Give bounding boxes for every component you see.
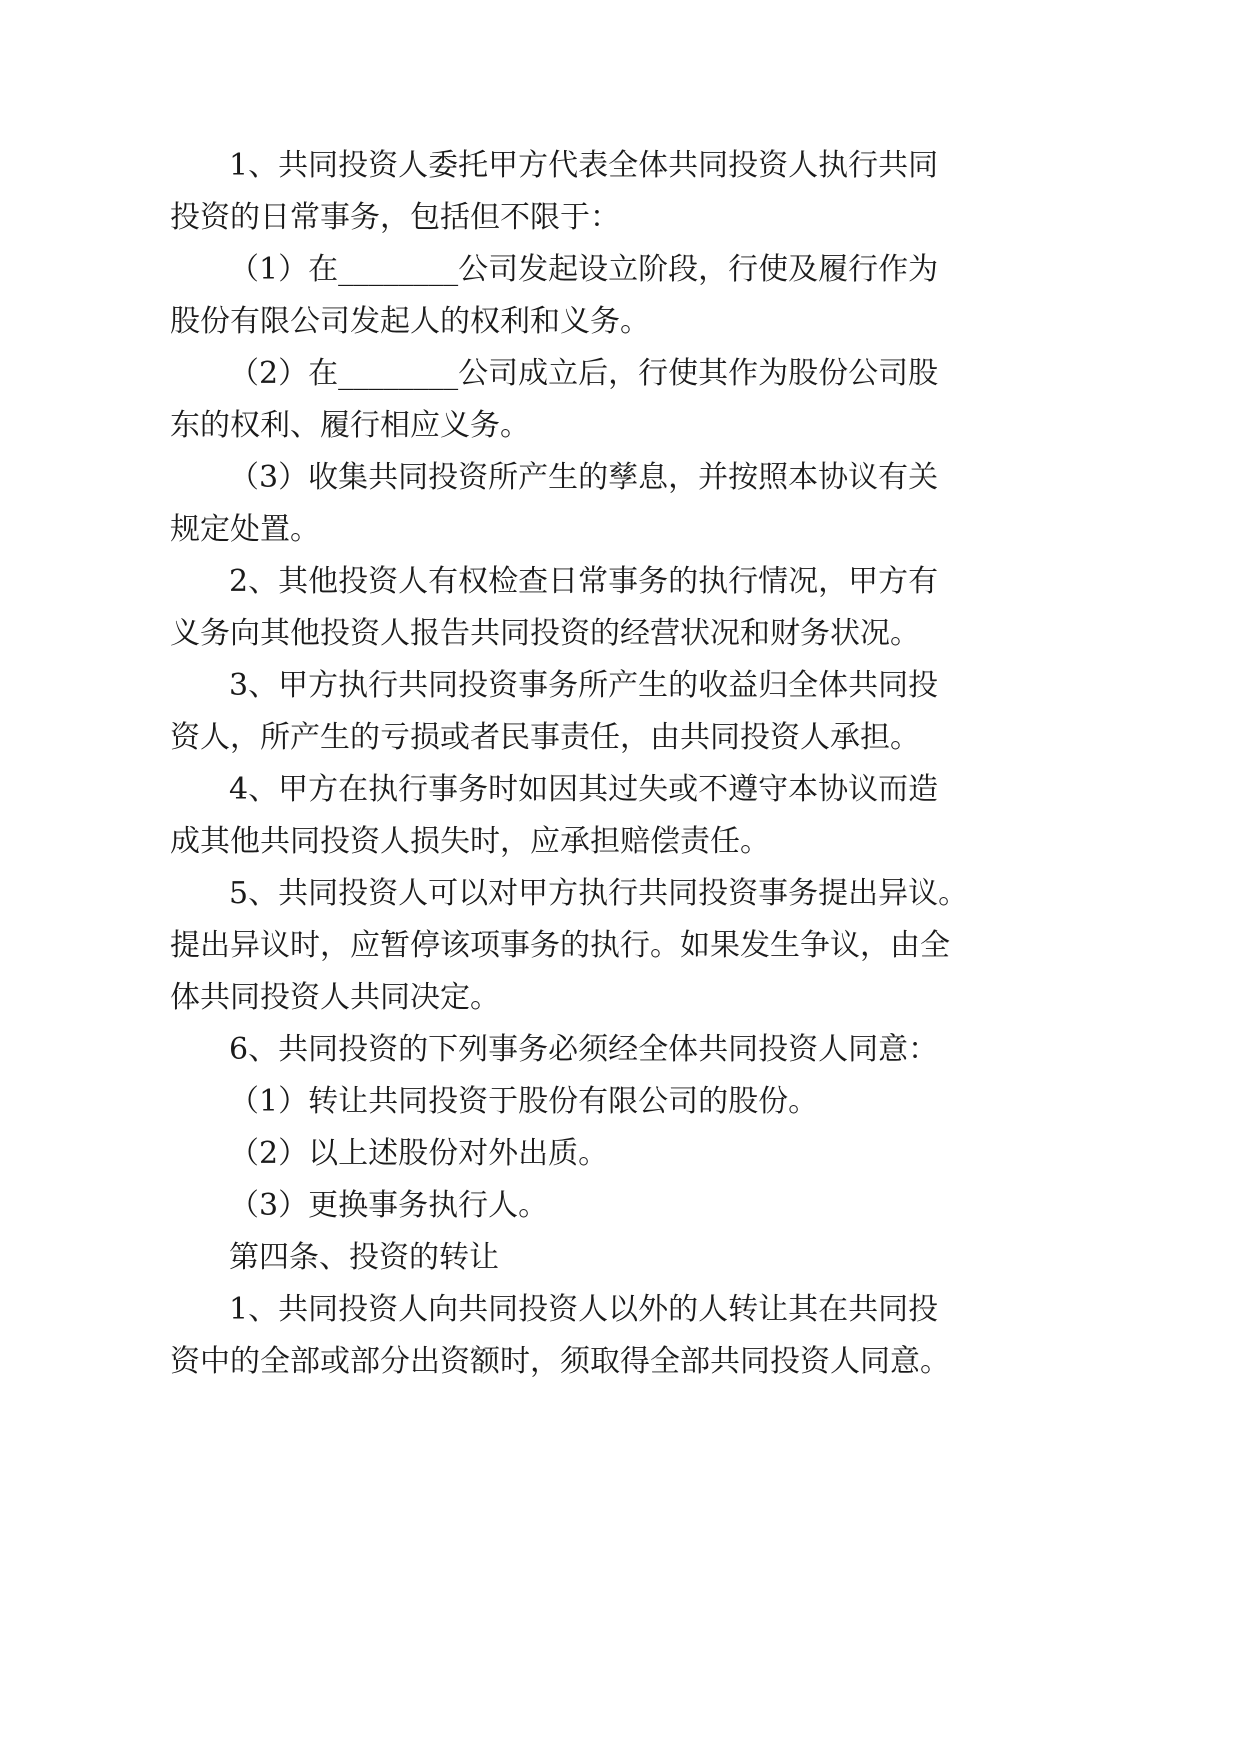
paragraph-line: 5、共同投资人可以对甲方执行共同投资事务提出异议。: [229, 876, 969, 911]
paragraph-line: 义务向其他投资人报告共同投资的经营状况和财务状况。: [170, 616, 920, 651]
paragraph-line: （3）收集共同投资所产生的孳息，并按照本协议有关: [229, 460, 939, 495]
paragraph-line: 股份有限公司发起人的权利和义务。: [170, 304, 650, 339]
paragraph-line: 成其他共同投资人损失时，应承担赔偿责任。: [170, 824, 770, 859]
paragraph-line: 东的权利、履行相应义务。: [170, 408, 530, 443]
paragraph-line: 1、共同投资人委托甲方代表全体共同投资人执行共同: [229, 148, 939, 183]
section-heading: 第四条、投资的转让: [229, 1240, 499, 1275]
paragraph-line: 4、甲方在执行事务时如因其过失或不遵守本协议而造: [229, 772, 939, 807]
paragraph-line: （1）在________公司发起设立阶段，行使及履行作为: [229, 252, 939, 287]
paragraph-line: 6、共同投资的下列事务必须经全体共同投资人同意：: [229, 1032, 939, 1067]
paragraph-line: （2）在________公司成立后，行使其作为股份公司股: [229, 356, 939, 391]
paragraph-line: （3）更换事务执行人。: [229, 1188, 549, 1223]
paragraph-line: 资人，所产生的亏损或者民事责任，由共同投资人承担。: [170, 720, 920, 755]
paragraph-line: 提出异议时，应暂停该项事务的执行。如果发生争议，由全: [170, 928, 950, 963]
paragraph-line: 规定处置。: [170, 512, 320, 547]
paragraph-line: 资中的全部或部分出资额时，须取得全部共同投资人同意。: [170, 1344, 950, 1379]
paragraph-line: 3、甲方执行共同投资事务所产生的收益归全体共同投: [229, 668, 939, 703]
paragraph-line: （1）转让共同投资于股份有限公司的股份。: [229, 1084, 819, 1119]
paragraph-line: 体共同投资人共同决定。: [170, 980, 500, 1015]
paragraph-line: 2、其他投资人有权检查日常事务的执行情况，甲方有: [229, 564, 939, 599]
paragraph-line: （2）以上述股份对外出质。: [229, 1136, 609, 1171]
paragraph-line: 投资的日常事务，包括但不限于：: [170, 200, 620, 235]
paragraph-line: 1、共同投资人向共同投资人以外的人转让其在共同投: [229, 1292, 939, 1327]
